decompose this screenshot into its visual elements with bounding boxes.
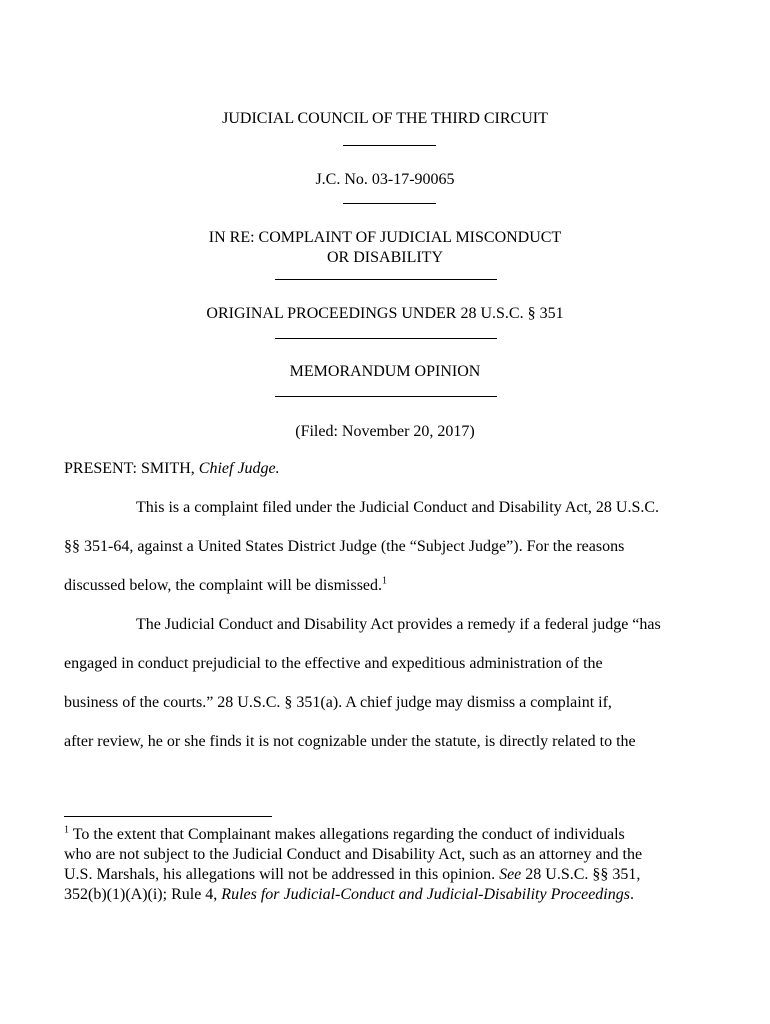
footnote-line-1	[64, 825, 625, 845]
divider-rule	[275, 279, 497, 280]
in-re-line-2: OR DISABILITY	[327, 249, 443, 266]
footnote-text-4a: 352(b)(1)(A)(i); Rule 4,	[64, 886, 222, 903]
present-title: Chief Judge.	[198, 460, 280, 477]
footnote-mark: 1	[64, 824, 69, 836]
paragraph-1-line-3	[64, 576, 387, 596]
footnote-text-1: To the extent that Complainant makes allegations regarding the conduct of individuals	[69, 826, 625, 843]
divider-rule	[275, 338, 497, 339]
divider-rule	[343, 203, 436, 204]
paragraph-2-line-3: business of the courts.” 28 U.S.C. § 351(a). A chief judge may dismiss a complaint if,	[64, 694, 612, 711]
paragraph-2-line-1: The Judicial Conduct and Disability Act provides a remedy if a federal judge “has	[136, 616, 661, 633]
footnote-reference: 1	[382, 575, 388, 587]
paragraph-1-line-2: §§ 351-64, against a United States District Judge (the “Subject Judge”). For the reasons	[64, 538, 625, 555]
filed-date: (Filed: November 20, 2017)	[295, 423, 475, 440]
court-name: JUDICIAL COUNCIL OF THE THIRD CIRCUIT	[222, 110, 548, 127]
footnote-rules-title: Rules for Judicial-Conduct and Judicial-Disability Proceedings	[221, 886, 630, 903]
case-number: J.C. No. 03-17-90065	[315, 171, 455, 188]
footnote-see-signal: See	[499, 866, 522, 883]
present-prefix: PRESENT: SMITH,	[64, 460, 199, 477]
present-line	[64, 459, 280, 479]
footnote-text-4-end: .	[629, 886, 634, 903]
paragraph-2-line-4: after review, he or she finds it is not cognizable under the statute, is directly related to the	[64, 733, 636, 750]
footnote-line-2: who are not subject to the Judicial Conduct and Disability Act, such as an attorney and the	[64, 846, 643, 863]
paragraph-2-line-2: engaged in conduct prejudicial to the effective and expeditious administration of the	[64, 655, 603, 672]
paragraph-1-text: discussed below, the complaint will be dismissed.	[64, 577, 383, 594]
footnote-separator	[64, 816, 272, 817]
document-type: MEMORANDUM OPINION	[289, 363, 481, 380]
paragraph-1-line-1: This is a complaint filed under the Judicial Conduct and Disability Act, 28 U.S.C.	[136, 499, 660, 516]
footnote-line-4	[64, 885, 634, 905]
proceedings-title: ORIGINAL PROCEEDINGS UNDER 28 U.S.C. § 351	[206, 305, 564, 322]
footnote-text-3b: 28 U.S.C. §§ 351,	[521, 866, 641, 883]
divider-rule	[343, 145, 436, 146]
footnote-line-3	[64, 865, 640, 885]
footnote-text-3a: U.S. Marshals, his allegations will not be addressed in this opinion.	[64, 866, 500, 883]
in-re-line-1: IN RE: COMPLAINT OF JUDICIAL MISCONDUCT	[208, 229, 562, 246]
divider-rule	[275, 396, 497, 397]
